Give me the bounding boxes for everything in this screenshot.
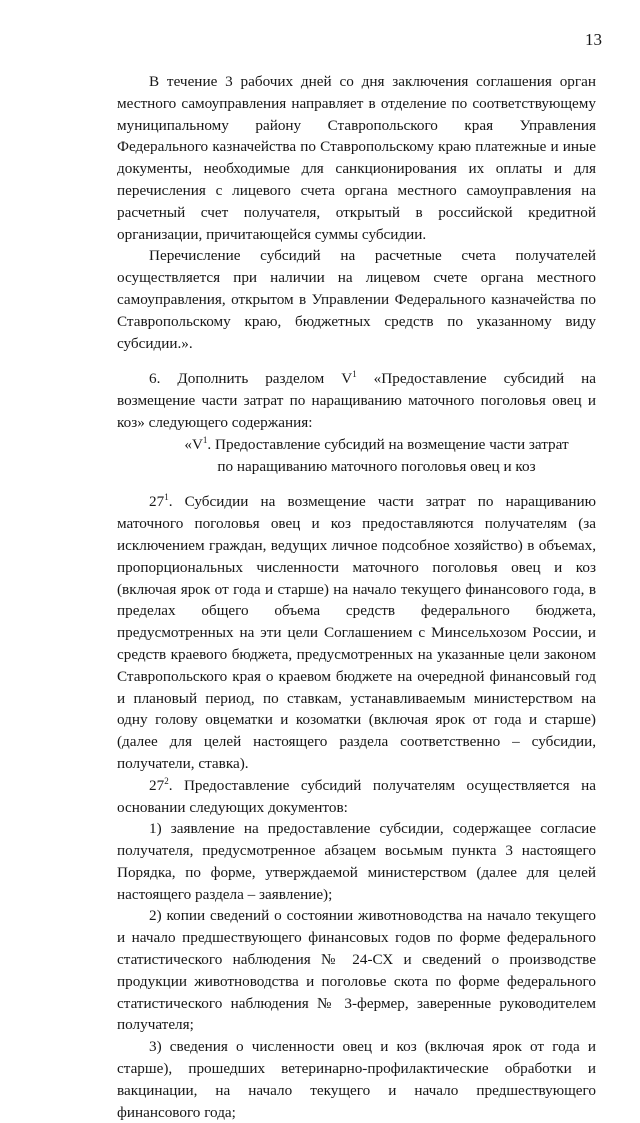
list-item: 1) заявление на предоставление субсидии, содержащее согласие получателя, предусмотренное абзацем восьмым пункта 3 настоящего Порядка, по форме, утверждаемой министерством (далее для целей настоящего раздела – заявление);: [117, 820, 596, 903]
superscript: 1: [352, 369, 357, 380]
section-heading-line: [117, 434, 596, 456]
amendment-text-start: 6. Дополнить разделом V: [149, 370, 353, 388]
heading-prefix: «V: [184, 435, 203, 453]
heading-title: . Предоставление субсидий на возмещение части затрат: [207, 435, 569, 453]
clause-text: . Предоставление субсидий получателям осуществляется на основании следующих документов:: [117, 776, 596, 816]
list-item: 2) копии сведений о состоянии животноводства на начало текущего и начало предшествующего финансовых годов по форме федерального статистического наблюдения № 24-СХ и сведений о производстве продукции животноводства и поголовье скота по форме федерального статистического наблюдения № 3-фермер, заверенные руководителем получателя;: [117, 907, 596, 1034]
superscript: 1: [202, 434, 208, 445]
amendment-paragraph: [117, 368, 596, 433]
amendment-text-end: «Предоставление субсидий на возмещение части затрат по наращиванию маточного поголовья овец и коз» следующего содержания:: [117, 370, 596, 431]
section-heading: [117, 434, 596, 478]
superscript: 1: [164, 492, 169, 503]
clause-number: 27: [149, 776, 165, 794]
section-heading-line: по наращиванию маточного поголовья овец и коз: [217, 457, 536, 475]
document-body: [117, 71, 596, 1123]
clause-27-1: [117, 491, 596, 774]
clause-number: 27: [149, 493, 165, 511]
superscript: 2: [164, 775, 169, 786]
clause-text: . Субсидии на возмещение части затрат по наращиванию маточного поголовья овец и коз предоставляются получателям (за исключением граждан, ведущих личное подсобное хозяйство) в объемах, пропорциональных численности маточного поголовья овец и коз (включая ярок от года и старше) на начало текущего финансового года, в пределах общего объема средств федерального бюджета, предусмотренных на эти цели Соглашением с Минсельхозом России, и средств краевого бюджета, предусмотренных на указанные цели законом Ставропольского края о краевом бюджете на очередной финансовый год и плановый период, по ставкам, устанавливаемым министерством на одну голову овцематки и козоматки (включая ярок от года и старше) (далее для целей настоящего раздела соответственно – субсидии, получатели, ставка).: [117, 493, 596, 772]
clause-27-2: [117, 775, 596, 819]
paragraph: Перечисление субсидий на расчетные счета получателей осуществляется при наличии на лицевом счете органа местного самоуправления, открытом в Управлении Федерального казначейства по Ставропольскому краю, бюджетных средств по указанному виду субсидии.».: [117, 247, 596, 352]
paragraph: В течение 3 рабочих дней со дня заключения соглашения орган местного самоуправления направляет в отделение по соответствующему муниципальному району Ставропольского края Управления Федерального казначейства по Ставропольскому краю платежные и иные документы, необходимые для санкционирования их оплаты и для перечисления с лицевого счета органа местного самоуправления на расчетный счет получателя, открытый в российской кредитной организации, причитающейся суммы субсидии.: [117, 73, 596, 243]
page-number: 13: [585, 30, 602, 49]
list-item: 3) сведения о численности овец и коз (включая ярок от года и старше), прошедших ветеринарно-профилактические обработки и вакцинации, на начало текущего и начало предшествующего финансового года;: [117, 1038, 596, 1121]
